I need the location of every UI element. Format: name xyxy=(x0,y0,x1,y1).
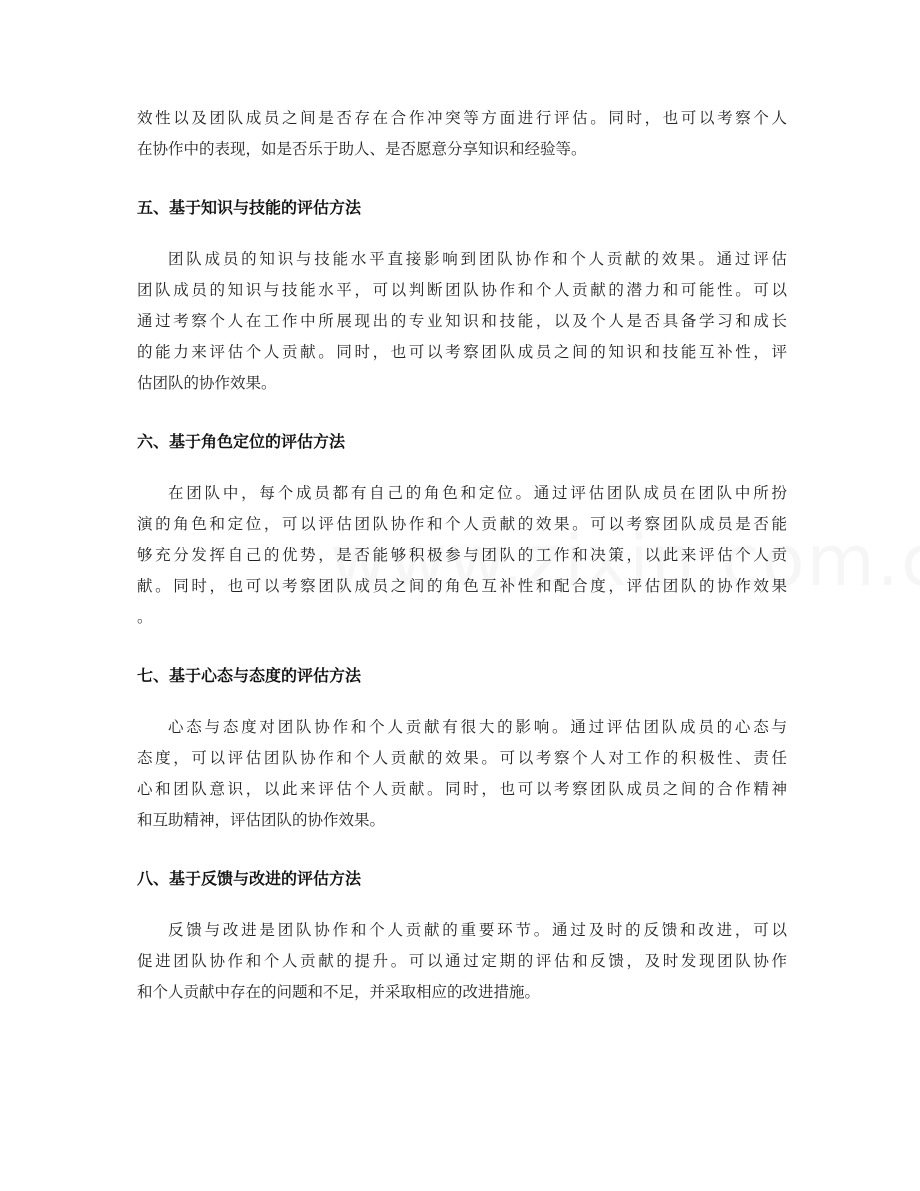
paragraph-line: 团队成员的知识与技能水平，可以判断团队协作和个人贡献的潜力和可能性。可以 xyxy=(137,281,787,299)
paragraph-line: 反馈与改进是团队协作和个人贡献的重要环节。通过及时的反馈和改进，可以 xyxy=(168,921,787,939)
paragraph-line: 在协作中的表现，如是否乐于助人、是否愿意分享知识和经验等。 xyxy=(137,140,587,158)
paragraph-line: 通过考察个人在工作中所展现出的专业知识和技能，以及个人是否具备学习和成长 xyxy=(137,312,787,330)
section-paragraph-6 xyxy=(137,478,787,633)
paragraph-line: 演的角色和定位，可以评估团队协作和个人贡献的效果。可以考察团队成员是否能 xyxy=(137,515,787,533)
section-heading-8: 八、基于反馈与改进的评估方法 xyxy=(137,869,362,888)
document-body xyxy=(137,103,787,1008)
paragraph-line: 估团队的协作效果。 xyxy=(137,374,277,392)
paragraph-line: 效性以及团队成员之间是否存在合作冲突等方面进行评估。同时，也可以考察个人 xyxy=(137,109,787,127)
paragraph-line: 心和团队意识，以此来评估个人贡献。同时，也可以考察团队成员之间的合作精神 xyxy=(137,780,787,798)
paragraph-line: 团队成员的知识与技能水平直接影响到团队协作和个人贡献的效果。通过评估 xyxy=(168,250,787,268)
section-paragraph-7 xyxy=(137,712,787,836)
section-paragraph-5 xyxy=(137,244,787,399)
paragraph-line: 促进团队协作和个人贡献的提升。可以通过定期的评估和反馈，及时发现团队协作 xyxy=(137,952,787,970)
paragraph-line: 够充分发挥自己的优势，是否能够积极参与团队的工作和决策，以此来评估个人贡 xyxy=(137,546,787,564)
section-heading-5: 五、基于知识与技能的评估方法 xyxy=(137,198,362,217)
paragraph-line: 的能力来评估个人贡献。同时，也可以考察团队成员之间的知识和技能互补性，评 xyxy=(137,343,787,361)
paragraph-line: 献。同时，也可以考察团队成员之间的角色互补性和配合度，评估团队的协作效果 xyxy=(137,577,787,595)
paragraph-line: 。 xyxy=(137,608,153,626)
intro-paragraph xyxy=(137,103,787,165)
paragraph-line: 心态与态度对团队协作和个人贡献有很大的影响。通过评估团队成员的心态与 xyxy=(168,718,787,736)
paragraph-line: 和个人贡献中存在的问题和不足，并采取相应的改进措施。 xyxy=(137,983,541,1001)
paragraph-line: 态度，可以评估团队协作和个人贡献的效果。可以考察个人对工作的积极性、责任 xyxy=(137,749,787,767)
paragraph-line: 在团队中，每个成员都有自己的角色和定位。通过评估团队成员在团队中所扮 xyxy=(168,484,787,502)
paragraph-line: 和互助精神，评估团队的协作效果。 xyxy=(137,811,386,829)
section-paragraph-8 xyxy=(137,915,787,1008)
section-heading-7: 七、基于心态与态度的评估方法 xyxy=(137,666,362,685)
section-heading-6: 六、基于角色定位的评估方法 xyxy=(137,432,346,451)
